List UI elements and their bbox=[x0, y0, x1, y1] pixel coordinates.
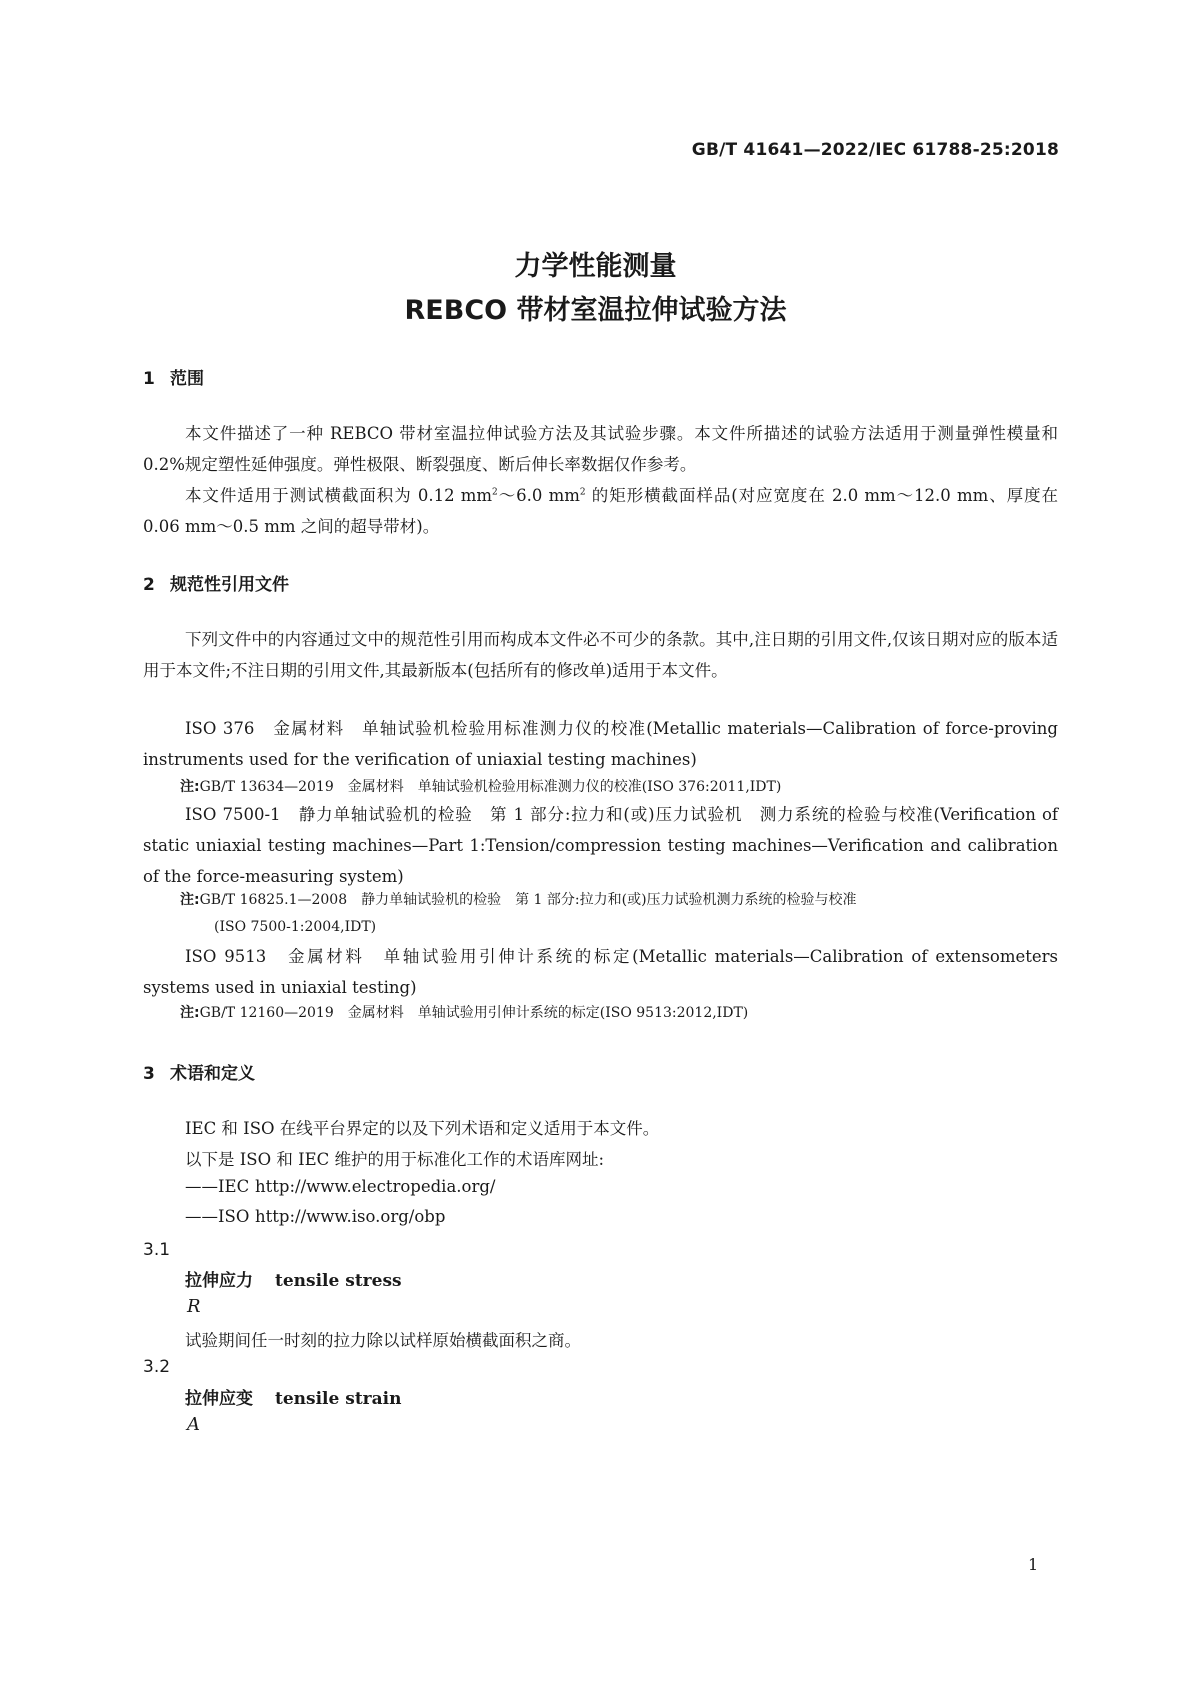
page-number: 1 bbox=[1028, 1555, 1039, 1574]
normative-intro: 下列文件中的内容通过文中的规范性引用而构成本文件必不可少的条款。其中,注日期的引用文件,仅该日期对应的版本适用于本文件;不注日期的引用文件,其最新版本(包括所有的修改单)适用于本文件。 bbox=[143, 630, 1058, 680]
text-fragment: 的矩形横截面样品(对应宽度在 2.0 mm～12.0 mm、厚度在 0.06 mm～0.5 mm 之间的超导带材)。 bbox=[143, 486, 1059, 536]
note-3 bbox=[180, 999, 1060, 1027]
note-text: GB/T 13634—2019 金属材料 单轴试验机检验用标准测力仪的校准(ISO 376:2011,IDT) bbox=[199, 779, 782, 795]
note-label: 注: bbox=[180, 892, 200, 908]
term-3-1-symbol: R bbox=[187, 1296, 201, 1317]
note-label: 注: bbox=[180, 779, 200, 795]
reference-iso-7500-1: ISO 7500-1 静力单轴试验机的检验 第 1 部分:拉力和(或)压力试验机 测力系统的检验与校准(Verification of static uniaxial testing machines—Part 1:Tension/compression testing machines—Verification and calibration of the force-measuring system) bbox=[143, 805, 1058, 886]
database-link[interactable]: http://www.electropedia.org/ bbox=[255, 1177, 496, 1196]
database-label: ——ISO bbox=[185, 1207, 250, 1226]
section-title: 规范性引用文件 bbox=[170, 575, 289, 595]
title-line-2: REBCO 带材室温拉伸试验方法 bbox=[404, 295, 787, 326]
note-1 bbox=[180, 773, 1060, 801]
note-text: GB/T 12160—2019 金属材料 单轴试验用引伸计系统的标定(ISO 9513:2012,IDT) bbox=[199, 1005, 749, 1021]
term-3-2-symbol: A bbox=[187, 1414, 200, 1435]
reference-iso-376: ISO 376 金属材料 单轴试验机检验用标准测力仪的校准(Metallic materials—Calibration of force-proving instruments used for the verification of uniaxial testing machines) bbox=[143, 719, 1058, 769]
term-chinese: 拉伸应变 bbox=[185, 1389, 253, 1409]
term-3-1-number: 3.1 bbox=[143, 1240, 171, 1260]
document-code: GB/T 41641—2022/IEC 61788-25:2018 bbox=[691, 140, 1059, 160]
term-chinese: 拉伸应力 bbox=[185, 1271, 253, 1291]
section-1-heading bbox=[143, 364, 204, 389]
title-line-1: 力学性能测量 bbox=[514, 251, 677, 282]
section-title: 术语和定义 bbox=[170, 1064, 255, 1084]
terms-intro-1: IEC 和 ISO 在线平台界定的以及下列术语和定义适用于本文件。 bbox=[185, 1119, 660, 1138]
text-fragment: ～6.0 mm bbox=[497, 486, 580, 505]
database-label: ——IEC bbox=[185, 1177, 250, 1196]
note-2 bbox=[180, 886, 1060, 914]
text-fragment: 本文件适用于测试横截面积为 0.12 mm bbox=[185, 486, 493, 505]
section-2-heading bbox=[143, 570, 289, 595]
superscript: 2 bbox=[492, 487, 498, 498]
database-link[interactable]: http://www.iso.org/obp bbox=[255, 1207, 446, 1226]
section-number: 3 bbox=[143, 1064, 155, 1084]
section-title: 范围 bbox=[170, 369, 204, 389]
section-number: 1 bbox=[143, 369, 155, 389]
section-number: 2 bbox=[143, 575, 155, 595]
term-english: tensile strain bbox=[275, 1389, 402, 1409]
reference-iso-9513: ISO 9513 金属材料 单轴试验用引伸计系统的标定(Metallic materials—Calibration of extensometers systems used in uniaxial testing) bbox=[143, 947, 1058, 997]
term-3-1-definition: 试验期间任一时刻的拉力除以试样原始横截面积之商。 bbox=[185, 1331, 581, 1350]
term-database-iso bbox=[185, 1207, 445, 1226]
term-3-2-number: 3.2 bbox=[143, 1357, 171, 1377]
term-3-1-title bbox=[185, 1266, 402, 1291]
section-3-heading bbox=[143, 1059, 255, 1084]
term-english: tensile stress bbox=[275, 1271, 402, 1291]
note-text: GB/T 16825.1—2008 静力单轴试验机的检验 第 1 部分:拉力和(或)压力试验机测力系统的检验与校准 bbox=[199, 892, 857, 908]
superscript: 2 bbox=[579, 487, 586, 498]
scope-paragraph-1: 本文件描述了一种 REBCO 带材室温拉伸试验方法及其试验步骤。本文件所描述的试验方法适用于测量弹性模量和 0.2%规定塑性延伸强度。弹性极限、断裂强度、断后伸长率数据仅作参考。 bbox=[143, 424, 1058, 474]
terms-intro-2: 以下是 ISO 和 IEC 维护的用于标准化工作的术语库网址: bbox=[185, 1150, 605, 1169]
term-database-iec bbox=[185, 1177, 495, 1196]
note-label: 注: bbox=[180, 1005, 200, 1021]
term-3-2-title bbox=[185, 1384, 401, 1409]
note-2-continuation: (ISO 7500-1:2004,IDT) bbox=[214, 919, 377, 935]
scope-paragraph-2 bbox=[143, 480, 1058, 542]
